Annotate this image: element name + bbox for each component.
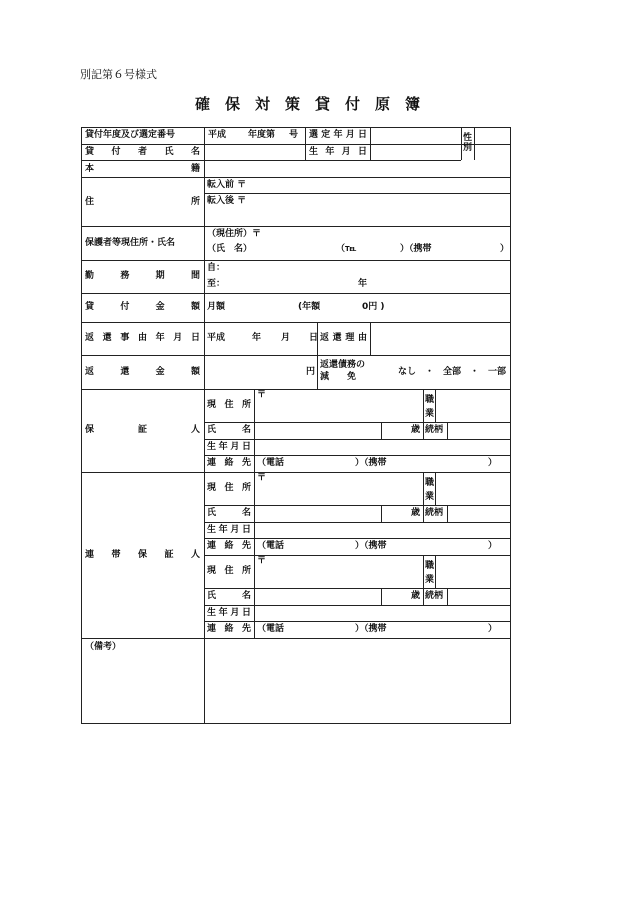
guarantor-name-label: 氏 名 xyxy=(207,425,251,435)
service-period-label: 勤 務 期 間 xyxy=(85,271,200,281)
domicile-label: 本 籍 xyxy=(85,164,200,174)
borrower-name-label: 貸 付 者 氏 名 xyxy=(85,147,200,157)
joint1-birth-label: 生 年 月 日 xyxy=(207,525,251,535)
guarantor-contact-label: 連 絡 先 xyxy=(207,458,251,468)
exemption-label-1: 返還債務の xyxy=(320,360,366,370)
grid-line xyxy=(254,389,255,638)
guardian-label: 保護者等現住所・氏名 xyxy=(85,238,176,248)
joint1-mobile: ）（携帯 xyxy=(355,541,387,551)
guarantor-tel: （電話 xyxy=(257,458,285,468)
grid-line xyxy=(370,127,371,160)
grid-line xyxy=(81,260,511,261)
joint1-postal: 〒 xyxy=(257,473,267,483)
grid-line xyxy=(435,555,436,588)
guardian-name: （氏 名） xyxy=(207,244,253,254)
grid-line xyxy=(447,588,448,605)
repayment-amount-label: 返 還 金 額 xyxy=(85,367,200,377)
loan-monthly: 月額 xyxy=(207,302,226,312)
exemption-label-2: 減 免 xyxy=(320,372,357,382)
grid-line xyxy=(81,144,511,145)
joint2-postal: 〒 xyxy=(257,556,267,566)
address-label: 住 所 xyxy=(85,197,200,207)
repayment-era: 平成 xyxy=(207,333,226,343)
form-number-label: 別記第６号様式 xyxy=(80,68,157,81)
joint2-name-label: 氏 名 xyxy=(207,591,251,601)
loan-no: 号 xyxy=(289,130,299,140)
grid-line xyxy=(81,472,511,473)
grid-line xyxy=(423,555,424,605)
grid-line xyxy=(447,422,448,439)
joint1-close: ） xyxy=(488,541,498,551)
grid-line xyxy=(381,505,382,522)
joint1-job-label: 職業 xyxy=(425,478,435,502)
grid-line xyxy=(370,322,371,355)
guarantor-address-label: 現 住 所 xyxy=(207,400,251,410)
guardian-close: ） xyxy=(500,244,510,254)
grid-line xyxy=(81,355,511,356)
grid-line xyxy=(435,472,436,505)
joint2-contact-label: 連 絡 先 xyxy=(207,624,251,634)
address-before: 転入前 〒 xyxy=(207,180,247,190)
exemption-options: なし ・ 全部 ・ 一部 xyxy=(398,367,507,377)
address-after: 転入後 〒 xyxy=(207,196,247,206)
grid-line xyxy=(204,621,511,622)
grid-line xyxy=(81,177,511,178)
grid-line xyxy=(204,588,511,589)
joint2-birth-label: 生 年 月 日 xyxy=(207,608,251,618)
repayment-month: 月 xyxy=(281,333,291,343)
joint2-age: 歳 xyxy=(411,591,421,601)
loan-amount-label: 貸 付 金 額 xyxy=(85,302,200,312)
guarantor-mobile: ）（携帯 xyxy=(355,458,387,468)
guarantor-relation-label: 続柄 xyxy=(425,425,444,435)
guarantor-job-label: 職業 xyxy=(425,395,435,419)
grid-line xyxy=(204,127,205,724)
joint1-tel: （電話 xyxy=(257,541,285,551)
page-title: 確保対策貸付原簿 xyxy=(194,95,435,113)
service-year: 年 xyxy=(358,279,368,289)
joint1-relation-label: 続柄 xyxy=(425,508,444,518)
birth-date-label: 生 年 月 日 xyxy=(309,147,367,157)
loan-year-no: 年度第 xyxy=(248,130,276,140)
repayment-yen: 円 xyxy=(306,367,316,377)
grid-line xyxy=(81,293,511,294)
grid-line xyxy=(81,160,461,161)
grid-line xyxy=(204,439,511,440)
joint2-tel: （電話 xyxy=(257,624,285,634)
grid-line xyxy=(435,389,436,422)
service-from: 自： xyxy=(207,263,226,273)
grid-line xyxy=(81,226,511,227)
grid-line xyxy=(204,522,511,523)
joint2-close: ） xyxy=(488,624,498,634)
gender-label: 性別 xyxy=(463,133,473,153)
joint1-address-label: 現 住 所 xyxy=(207,483,251,493)
grid-line xyxy=(81,389,511,390)
service-to: 至： xyxy=(207,279,226,289)
guarantor-label: 保 証 人 xyxy=(85,425,200,435)
loan-year-number-label: 貸付年度及び選定番号 xyxy=(85,130,176,140)
joint1-contact-label: 連 絡 先 xyxy=(207,541,251,551)
grid-line xyxy=(474,127,475,160)
guardian-mobile: ）（携帯 xyxy=(400,244,432,254)
grid-line xyxy=(204,455,511,456)
repayment-day: 日 xyxy=(309,333,319,343)
joint2-address-label: 現 住 所 xyxy=(207,566,251,576)
grid-line xyxy=(381,422,382,439)
grid-line xyxy=(204,422,511,423)
remarks-label: （備考） xyxy=(85,642,122,652)
grid-line xyxy=(204,505,511,506)
grid-line xyxy=(461,127,462,160)
grid-line xyxy=(204,605,511,606)
loan-era: 平成 xyxy=(208,130,227,140)
grid-line xyxy=(447,505,448,522)
guardian-current-address: （現住所）〒 xyxy=(207,229,262,239)
loan-annual-value: 0円 ) xyxy=(362,302,385,312)
grid-line xyxy=(381,588,382,605)
repayment-reason-label: 返 還 理 由 xyxy=(320,333,367,343)
guardian-tel: （℡ xyxy=(336,244,357,254)
guarantor-close: ） xyxy=(488,458,498,468)
selection-date-label: 選 定 年 月 日 xyxy=(309,130,367,140)
joint2-mobile: ）（携帯 xyxy=(355,624,387,634)
guarantor-age: 歳 xyxy=(411,425,421,435)
grid-line xyxy=(423,389,424,439)
grid-line xyxy=(204,193,511,194)
grid-line xyxy=(81,322,511,323)
grid-line xyxy=(204,555,511,556)
repayment-year: 年 xyxy=(252,333,262,343)
joint1-age: 歳 xyxy=(411,508,421,518)
grid-line xyxy=(423,472,424,522)
joint2-job-label: 職業 xyxy=(425,561,435,585)
grid-line xyxy=(204,538,511,539)
guarantor-birth-label: 生 年 月 日 xyxy=(207,442,251,452)
repayment-date-label: 返 還 事 由 年 月 日 xyxy=(85,333,200,343)
grid-line xyxy=(305,127,306,160)
loan-annual: (年額 xyxy=(298,302,321,312)
joint2-relation-label: 続柄 xyxy=(425,591,444,601)
guarantor-postal: 〒 xyxy=(257,390,267,400)
joint1-name-label: 氏 名 xyxy=(207,508,251,518)
grid-line xyxy=(81,638,511,639)
joint-guarantor-label: 連 帯 保 証 人 xyxy=(85,550,200,560)
